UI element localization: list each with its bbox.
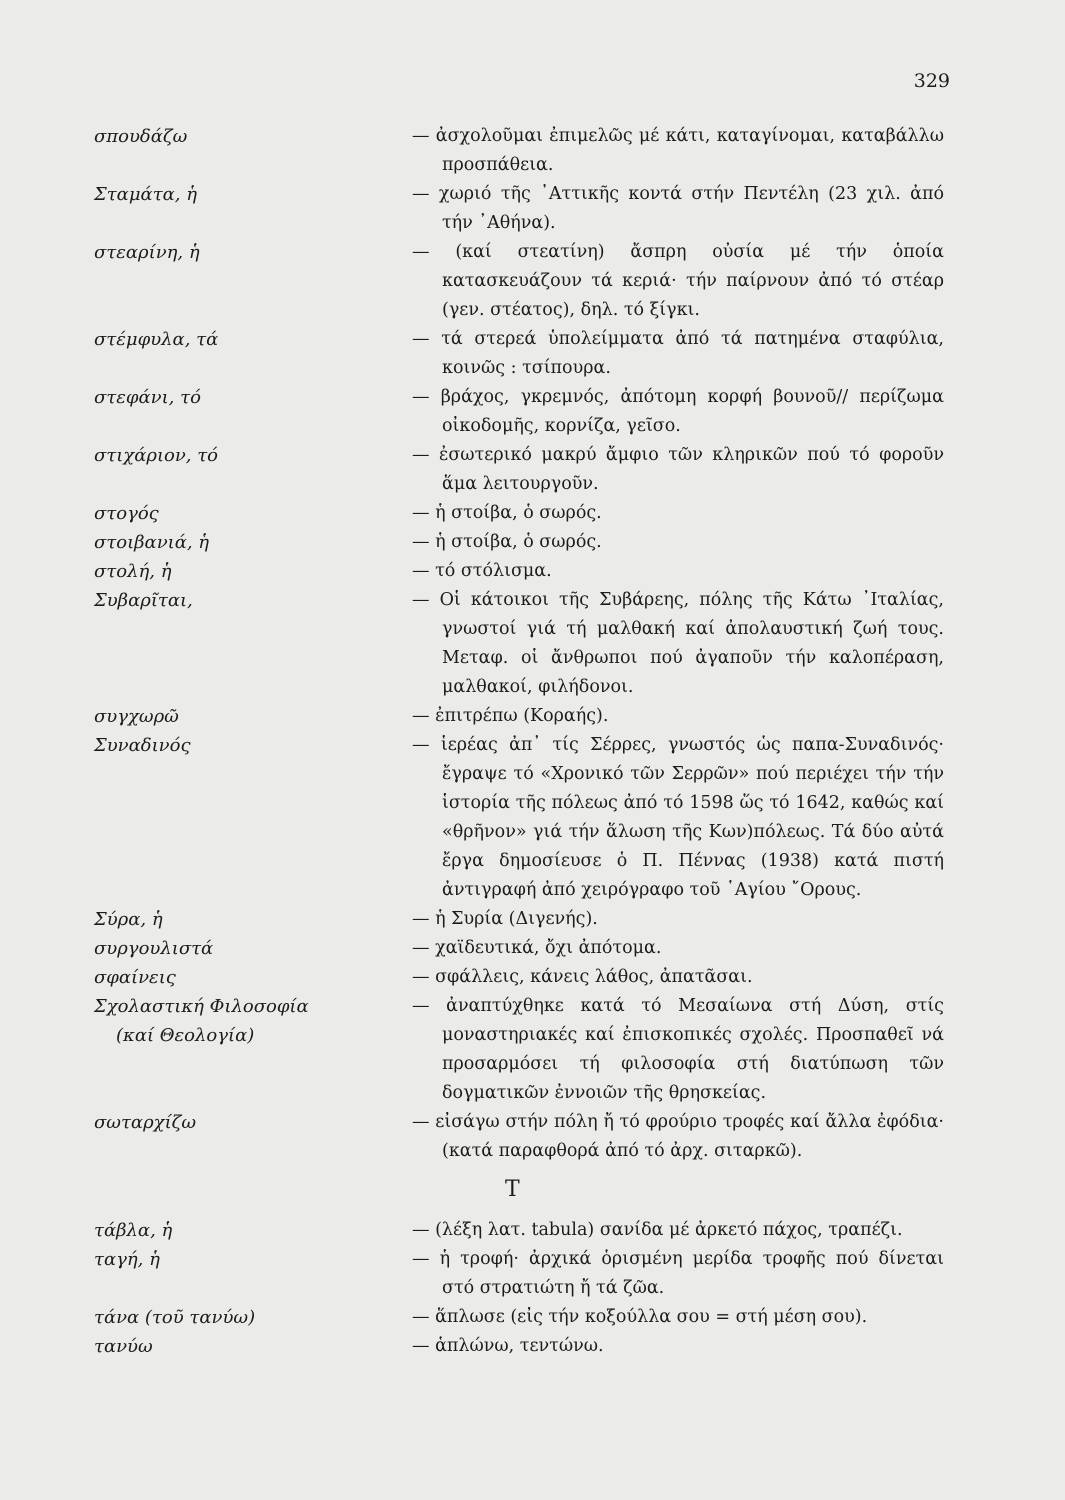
entry-definition: — (λέξη λατ. tabula) σανίδα μέ ἀρκετό πάχος, τραπέζι. — [412, 1216, 944, 1245]
glossary-entry — [0, 180, 1065, 238]
glossary-entry — [0, 992, 1065, 1108]
glossary-entry — [0, 441, 1065, 499]
entry-definition: — Οἱ κάτοικοι τῆς Συβάρεης, πόλης τῆς Κάτω ᾿Ιταλίας, γνωστοί γιά τή μαλθακή καί ἀπολαυστική ζωή τους. Μεταφ. οἱ ἄνθρωποι πού ἀγαποῦν τήν καλοπέραση, μαλθακοί, φιλήδονοι. — [412, 586, 944, 702]
entry-term-text: συγχωρῶ — [94, 706, 179, 727]
glossary-entry — [0, 238, 1065, 325]
entry-definition: — ἡ στοίβα, ὁ σωρός. — [412, 528, 944, 557]
glossary-entry — [0, 499, 1065, 528]
entry-definition: — τό στόλισμα. — [412, 557, 944, 586]
entry-term — [94, 441, 218, 470]
entry-definition: — ἁπλώνω, τεντώνω. — [412, 1332, 944, 1361]
glossary-entry — [0, 1216, 1065, 1245]
entry-term — [94, 1216, 172, 1245]
entry-term — [94, 1108, 196, 1137]
entry-term — [94, 1332, 153, 1361]
entry-term-text: στογός — [94, 503, 159, 524]
entry-term — [94, 238, 200, 267]
entry-definition: — ἀναπτύχθηκε κατά τό Μεσαίωνα στή Δύση, στίς μοναστηριακές καί ἐπισκοπικές σχολές. Προσπαθεῖ νά προσαρμόσει τή φιλοσοφία στή διατύπωση τῶν δογματικῶν ἐννοιῶν τῆς θρησκείας. — [412, 992, 944, 1108]
glossary-entry — [0, 586, 1065, 702]
entry-term — [94, 905, 163, 934]
entry-term-text: Σχολαστική Φιλοσοφία — [94, 996, 309, 1017]
glossary-entry — [0, 1332, 1065, 1361]
page-number: 329 — [913, 70, 950, 92]
entry-term-text: Σταμάτα, ἡ — [94, 184, 198, 205]
entry-term — [94, 325, 218, 354]
section-letter: Τ — [505, 1177, 520, 1202]
entry-term — [94, 934, 213, 963]
glossary-entry — [0, 325, 1065, 383]
entry-definition: — βράχος, γκρεμνός, ἀπότομη κορφή βουνοῦ// περίζωμα οἰκοδομῆς, κορνίζα, γεῖσο. — [412, 383, 944, 441]
entry-term-text: τάνα (τοῦ τανύω) — [94, 1307, 256, 1328]
entry-definition: — ἐπιτρέπω (Κοραής). — [412, 702, 944, 731]
entry-term — [94, 963, 176, 992]
entry-definition: — χωριό τῆς ᾿Αττικῆς κοντά στήν Πεντέλη (23 χιλ. ἀπό τήν ᾿Αθήνα). — [412, 180, 944, 238]
entry-term-text: στεαρίνη, ἡ — [94, 242, 200, 263]
glossary-entry — [0, 383, 1065, 441]
entry-term — [94, 528, 209, 557]
glossary-entry — [0, 1108, 1065, 1166]
entry-term-text: τανύω — [94, 1336, 153, 1357]
entry-term-text: ταγή, ἡ — [94, 1249, 160, 1270]
entry-definition: — χαϊδευτικά, ὄχι ἀπότομα. — [412, 934, 944, 963]
glossary-entry — [0, 1245, 1065, 1303]
glossary-entry — [0, 702, 1065, 731]
entry-definition: — τά στερεά ὑπολείμματα ἀπό τά πατημένα σταφύλια, κοινῶς : τσίπουρα. — [412, 325, 944, 383]
entry-term — [94, 1245, 160, 1274]
entry-definition: — ἡ στοίβα, ὁ σωρός. — [412, 499, 944, 528]
entry-definition: — ἡ Συρία (Διγενής). — [412, 905, 944, 934]
entry-term-text: Συβαρῖται, — [94, 590, 193, 611]
entry-term-text: στολή, ἡ — [94, 561, 172, 582]
entry-definition: — ἐσωτερικό μακρύ ἄμφιο τῶν κληρικῶν πού τό φοροῦν ἅμα λειτουργοῦν. — [412, 441, 944, 499]
entry-term — [94, 499, 159, 528]
glossary-entry — [0, 963, 1065, 992]
glossary-section-tau — [0, 1216, 1065, 1361]
entry-term — [94, 586, 193, 615]
entry-term — [94, 702, 179, 731]
entry-term-text: τάβλα, ἡ — [94, 1220, 173, 1241]
entry-term-text: σφαίνεις — [94, 967, 176, 988]
entry-term-text: Σύρα, ἡ — [94, 909, 163, 930]
glossary-section-sigma — [0, 122, 1065, 1166]
glossary-entry — [0, 1303, 1065, 1332]
entry-term — [94, 992, 309, 1050]
entry-term — [94, 383, 201, 412]
entry-term-text: Συναδινός — [94, 735, 191, 756]
entry-term-text: στοιβανιά, ἡ — [94, 532, 210, 553]
glossary-entry — [0, 731, 1065, 905]
glossary-entry — [0, 528, 1065, 557]
entry-definition: — ἀσχολοῦμαι ἐπιμελῶς μέ κάτι, καταγίνομαι, καταβάλλω προσπάθεια. — [412, 122, 944, 180]
glossary-entry — [0, 905, 1065, 934]
entry-term-text: στέμφυλα, τά — [94, 329, 219, 350]
glossary-entry — [0, 934, 1065, 963]
entry-term — [94, 122, 187, 151]
entry-term-text: σωταρχίζω — [94, 1112, 197, 1133]
entry-definition: — ἡ τροφή· ἀρχικά ὁρισμένη μερίδα τροφῆς πού δίνεται στό στρατιώτη ἤ τά ζῶα. — [412, 1245, 944, 1303]
entry-term — [94, 1303, 255, 1332]
entry-term — [94, 557, 172, 586]
entry-definition: — (καί στεατίνη) ἄσπρη οὐσία μέ τήν ὁποία κατασκευάζουν τά κεριά· τήν παίρνουν ἀπό τό στέαρ (γεν. στέατος), δηλ. τό ξίγκι. — [412, 238, 944, 325]
entry-definition: — σφάλλεις, κάνεις λάθος, ἀπατᾶσαι. — [412, 963, 944, 992]
entry-term-text: στεφάνι, τό — [94, 387, 201, 408]
entry-term-text: στιχάριον, τό — [94, 445, 219, 466]
entry-term — [94, 731, 191, 760]
glossary — [0, 122, 1065, 1361]
glossary-entry — [0, 122, 1065, 180]
entry-term-continuation: (καί Θεολογία) — [116, 1025, 255, 1046]
entry-term-text: συργουλιστά — [94, 938, 214, 959]
entry-term — [94, 180, 197, 209]
glossary-entry — [0, 557, 1065, 586]
entry-definition: — ἅπλωσε (εἰς τήν κοξούλλα σου = στή μέση σου). — [412, 1303, 944, 1332]
entry-definition: — ἱερέας ἀπ᾿ τίς Σέρρες, γνωστός ὡς παπα-Συναδινός· ἔγραψε τό «Χρονικό τῶν Σερρῶν» πού περιέχει τήν τήν ἱστορία τῆς πόλεως ἀπό τό 1598 ὥς τό 1642, καθώς καί «θρῆνον» γιά τήν ἅλωση τῆς Κων)πόλεως. Τά δύο αὐτά ἔργα δημοσίευσε ὁ Π. Πέννας (1938) κατά πιστή ἀντιγραφή ἀπό χειρόγραφο τοῦ ῾Αγίου ῎Ορους. — [412, 731, 944, 905]
entry-definition: — εἰσάγω στήν πόλη ἤ τό φρούριο τροφές καί ἄλλα ἐφόδια· (κατά παραφθορά ἀπό τό ἀρχ. σιταρκῶ). — [412, 1108, 944, 1166]
entry-term-text: σπουδάζω — [94, 126, 188, 147]
